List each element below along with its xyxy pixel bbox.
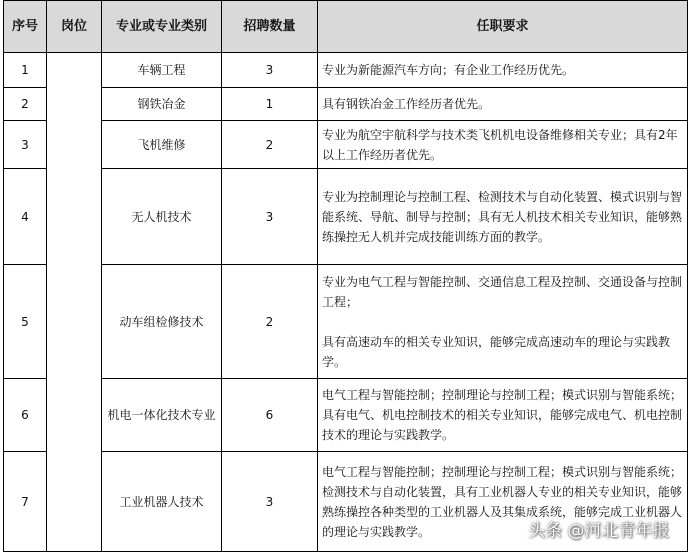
requirement-cell: 电气工程与智能控制；控制理论与控制工程；模式识别与智能系统；具有电气、机电控制技术的相关专业知识，能够完成电气、机电控制技术的理论与实践教学。 [318, 379, 688, 452]
serial-cell: 2 [4, 88, 47, 121]
requirement-cell: 具有钢铁冶金工作经历者优先。 [318, 88, 688, 121]
serial-cell: 3 [4, 121, 47, 169]
header-position: 岗位 [47, 1, 102, 53]
table-row [4, 265, 688, 379]
serial-cell: 6 [4, 379, 47, 452]
count-cell: 1 [222, 88, 318, 121]
source-watermark: 头条 @河北青年报 [528, 521, 670, 541]
count-cell: 2 [222, 121, 318, 169]
serial-cell: 7 [4, 452, 47, 552]
serial-cell: 1 [4, 53, 47, 88]
requirement-cell: 专业为新能源汽车方向；有企业工作经历优先。 [318, 53, 688, 88]
header-requirements: 任职要求 [318, 1, 688, 53]
major-cell: 飞机维修 [102, 121, 222, 169]
count-cell: 6 [222, 379, 318, 452]
requirement-cell: 电气工程与智能控制；控制理论与控制工程；模式识别与智能系统；检测技术与自动化装置，具有工业机器人专业的相关专业知识，能够熟练操控各种类型的工业机器人及其集成系统，能够完成工业机器人的理论与实践教学。 [318, 452, 688, 552]
table-row [4, 88, 688, 121]
header-major: 专业或专业类别 [102, 1, 222, 53]
major-cell: 动车组检修技术 [102, 265, 222, 379]
major-cell: 钢铁冶金 [102, 88, 222, 121]
major-cell: 车辆工程 [102, 53, 222, 88]
requirement-paragraph: 具有高速动车的相关专业知识，能够完成高速动车的理论与实践教学。 [322, 334, 671, 369]
header-count: 招聘数量 [222, 1, 318, 53]
requirement-cell: 专业为控制理论与控制工程、检测技术与自动化装置、模式识别与智能系统、导航、制导与控制；具有无人机技术相关专业知识，能够熟练操控无人机并完成技能训练方面的教学。 [318, 169, 688, 265]
serial-cell: 4 [4, 169, 47, 265]
header-row [4, 1, 688, 53]
position-cell [47, 53, 102, 552]
major-cell: 无人机技术 [102, 169, 222, 265]
table-row [4, 121, 688, 169]
major-cell: 机电一体化技术专业 [102, 379, 222, 452]
major-cell: 工业机器人技术 [102, 452, 222, 552]
requirement-cell: 专业为航空宇航科学与技术类飞机机电设备维修相关专业；具有2年以上工作经历者优先。 [318, 121, 688, 169]
count-cell: 3 [222, 53, 318, 88]
requirement-cell [318, 265, 688, 379]
table-row [4, 379, 688, 452]
table-row [4, 169, 688, 265]
table-row [4, 53, 688, 88]
header-serial: 序号 [4, 1, 47, 53]
count-cell: 3 [222, 452, 318, 552]
recruitment-table [3, 0, 688, 552]
count-cell: 2 [222, 265, 318, 379]
count-cell: 3 [222, 169, 318, 265]
serial-cell: 5 [4, 265, 47, 379]
requirement-paragraph: 专业为电气工程与智能控制、交通信息工程及控制、交通设备与控制工程； [322, 274, 683, 309]
